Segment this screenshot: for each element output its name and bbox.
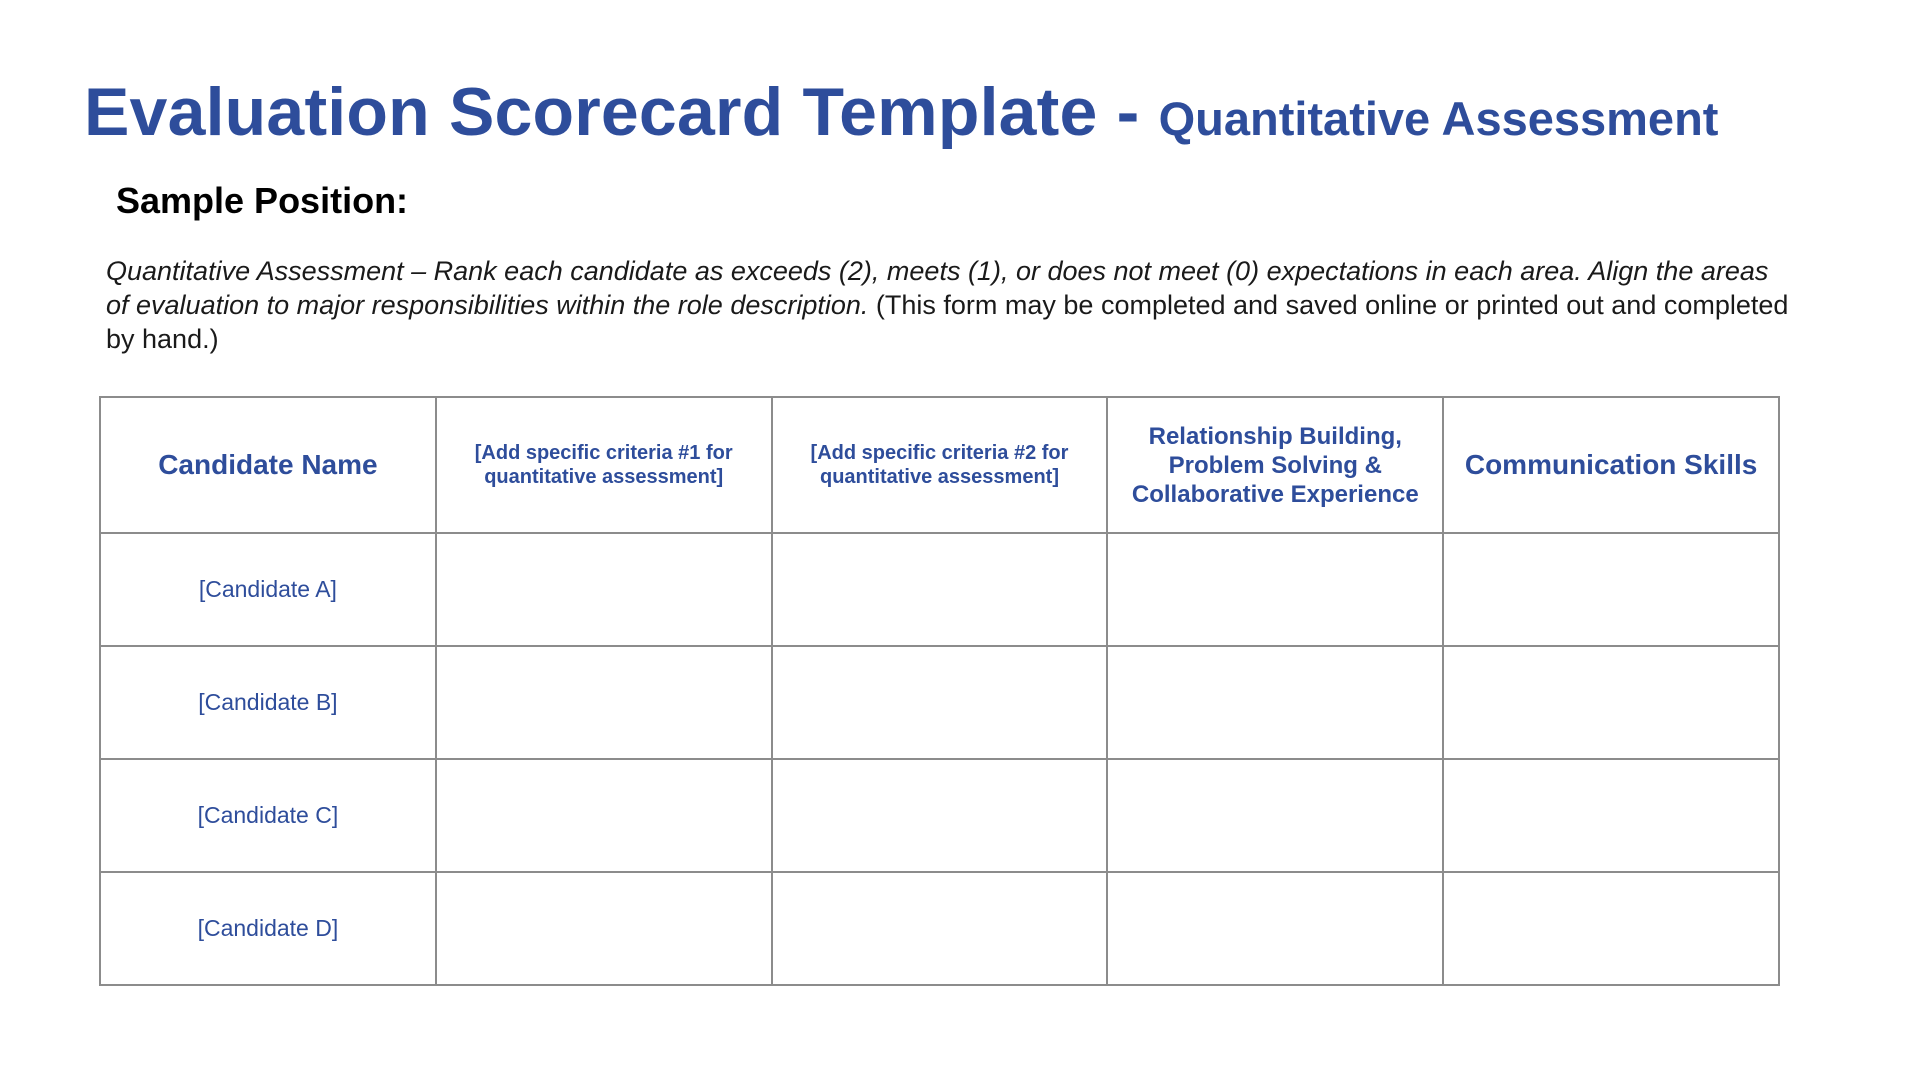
page-title (84, 74, 1719, 150)
instructions (106, 254, 1796, 356)
candidate-name-cell: [Candidate B] (100, 646, 436, 759)
score-cell[interactable] (772, 759, 1108, 872)
candidate-name-cell: [Candidate D] (100, 872, 436, 985)
table-row (100, 872, 1779, 985)
candidate-name-cell: [Candidate C] (100, 759, 436, 872)
score-cell[interactable] (1107, 872, 1443, 985)
score-cell[interactable] (436, 646, 772, 759)
column-header-criteria-2: [Add specific criteria #2 for quantitative assessment] (772, 397, 1108, 533)
table-row (100, 759, 1779, 872)
score-cell[interactable] (772, 533, 1108, 646)
column-header-criteria-1: [Add specific criteria #1 for quantitative assessment] (436, 397, 772, 533)
page-title-main: Evaluation Scorecard Template - (84, 74, 1159, 150)
position-label: Sample Position: (116, 180, 409, 221)
score-cell[interactable] (1107, 759, 1443, 872)
instructions-note: (This form may be completed and saved online or printed out and completed by hand.) (106, 290, 1789, 354)
score-cell[interactable] (772, 872, 1108, 985)
score-cell[interactable] (1443, 759, 1779, 872)
score-cell[interactable] (436, 533, 772, 646)
scorecard-table (99, 396, 1780, 986)
score-cell[interactable] (436, 872, 772, 985)
table-row (100, 533, 1779, 646)
column-header-communication-skills: Communication Skills (1443, 397, 1779, 533)
table-row (100, 646, 1779, 759)
page-subtitle: Quantitative Assessment (1158, 92, 1719, 145)
score-cell[interactable] (436, 759, 772, 872)
score-cell[interactable] (772, 646, 1108, 759)
candidate-name-cell: [Candidate A] (100, 533, 436, 646)
score-cell[interactable] (1443, 872, 1779, 985)
instructions-italic: Quantitative Assessment – Rank each candidate as exceeds (2), meets (1), or does not meet (0) expectations in each area. Align the areas of evaluation to major responsibilities within the role description. (106, 256, 1769, 320)
column-header-candidate-name: Candidate Name (100, 397, 436, 533)
score-cell[interactable] (1443, 533, 1779, 646)
column-header-relationship-building: Relationship Building, Problem Solving & Collaborative Experience (1107, 397, 1443, 533)
score-cell[interactable] (1443, 646, 1779, 759)
score-cell[interactable] (1107, 533, 1443, 646)
table-header-row (100, 397, 1779, 533)
score-cell[interactable] (1107, 646, 1443, 759)
